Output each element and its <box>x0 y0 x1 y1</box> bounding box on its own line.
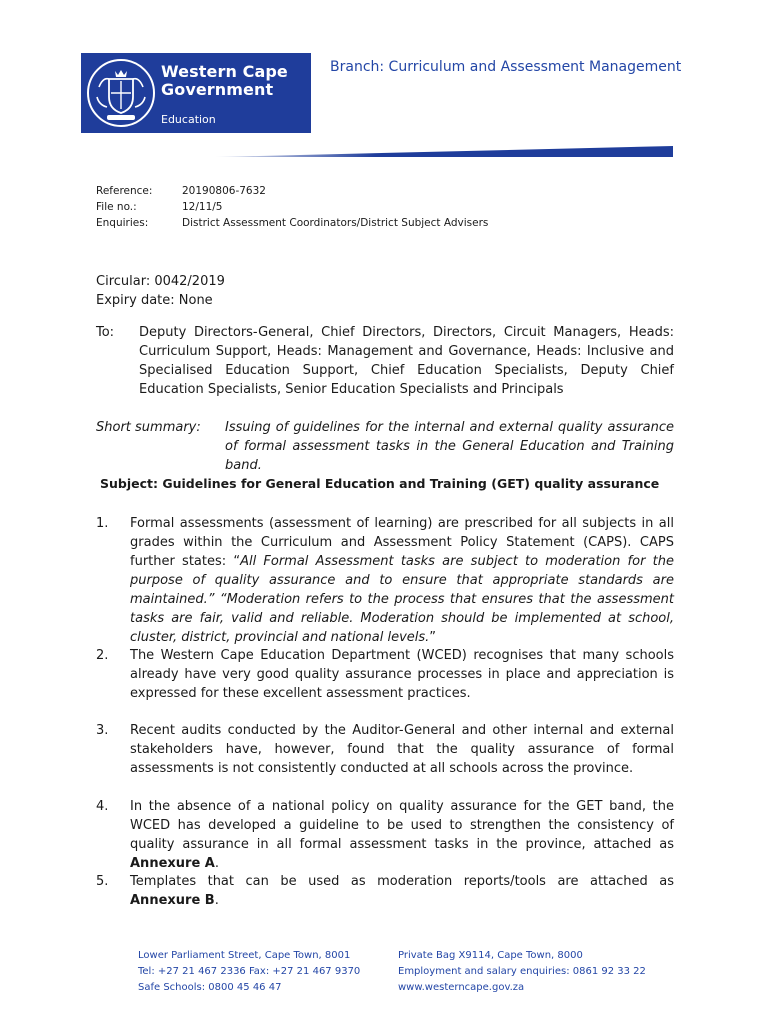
paragraph-number: 4. <box>96 799 109 814</box>
paragraph-number: 2. <box>96 648 109 663</box>
logo-title <box>161 63 288 99</box>
summary-label: Short summary: <box>96 420 201 435</box>
expiry-date: Expiry date: None <box>96 293 213 308</box>
government-logo <box>81 53 311 133</box>
paragraph-text <box>130 872 674 910</box>
paragraph-5 <box>96 872 674 910</box>
meta-label: File no.: <box>96 201 137 213</box>
annexure-b-reference: Annexure B <box>130 893 215 908</box>
paragraph-4 <box>96 797 674 873</box>
meta-value: 20190806-7632 <box>182 185 266 197</box>
footer-website-link[interactable]: www.westerncape.gov.za <box>398 982 525 993</box>
coat-of-arms-icon <box>85 57 157 129</box>
paragraph-text-plain: In the absence of a national policy on quality assurance for the GET band, the WCED has developed a guideline to be used to strengthen the consistency of quality assurance in all formal assessment tasks in the province, attached as <box>130 799 674 852</box>
paragraph-text-end: . <box>214 856 219 871</box>
paragraph-text <box>130 797 674 873</box>
recipients-block <box>96 323 674 399</box>
logo-line-1: Western Cape <box>161 62 288 81</box>
footer <box>138 948 678 996</box>
recipients-label: To: <box>96 325 115 340</box>
paragraph-number: 3. <box>96 723 109 738</box>
meta-label: Enquiries: <box>96 217 149 229</box>
footer-postal: Private Bag X9114, Cape Town, 8000 <box>398 950 583 961</box>
paragraph-3 <box>96 721 674 778</box>
meta-row-file-no <box>96 199 488 215</box>
footer-phone: Tel: +27 21 467 2336 Fax: +27 21 467 9370 <box>138 966 361 977</box>
footer-address: Lower Parliament Street, Cape Town, 8001 <box>138 950 351 961</box>
paragraph-text-plain: Templates that can be used as moderation reports/tools are attached as <box>130 874 674 889</box>
meta-value: 12/11/5 <box>182 201 223 213</box>
paragraph-text-plain: Formal assessments (assessment of learning) are prescribed for all subjects in all grades within the Curriculum and Assessment Policy Statement (CAPS). CAPS further states: “ <box>130 516 674 569</box>
paragraph-number: 5. <box>96 874 109 889</box>
paragraph-text: Recent audits conducted by the Auditor-General and other internal and external stakeholders have, however, found that the quality assurance of formal assessments is not consistently conducted at all schools across the province. <box>130 723 674 776</box>
summary-text: Issuing of guidelines for the internal and external quality assurance of formal assessment tasks in the General Education and Training band. <box>225 420 674 473</box>
reference-block <box>96 183 488 231</box>
footer-enquiries: Employment and salary enquiries: 0861 92 33 22 <box>398 966 646 977</box>
meta-value: District Assessment Coordinators/District Subject Advisers <box>182 217 489 229</box>
paragraph-2 <box>96 646 674 703</box>
paragraph-text <box>130 514 674 647</box>
footer-right <box>398 948 658 996</box>
subject-line: Subject: Guidelines for General Education and Training (GET) quality assurance <box>100 476 660 491</box>
paragraph-text: The Western Cape Education Department (WCED) recognises that many schools already have very good quality assurance processes in place and appreciation is expressed for these excellent assessment practices. <box>130 648 674 701</box>
paragraph-1 <box>96 514 674 647</box>
meta-label: Reference: <box>96 185 153 197</box>
paragraph-number: 1. <box>96 516 109 531</box>
header-rule <box>215 145 673 159</box>
logo-line-2: Government <box>161 80 274 99</box>
footer-left <box>138 948 398 996</box>
paragraph-text-quote: All Formal Assessment tasks are subject to moderation for the purpose of quality assurance and to ensure that appropriate standards are maintained.” “Moderation refers to the process that ensures that the assessment tasks are fair, valid and reliable. Moderation should be implemented at school, cluster, district, provincial and national levels. <box>130 554 674 645</box>
annexure-a-reference: Annexure A <box>130 856 215 871</box>
meta-row-enquiries <box>96 215 488 231</box>
meta-row-reference <box>96 183 488 199</box>
paragraph-text-close: ” <box>429 630 437 645</box>
summary-block <box>96 418 674 475</box>
circular-info <box>96 272 225 310</box>
circular-number: Circular: 0042/2019 <box>96 274 225 289</box>
footer-safe-schools: Safe Schools: 0800 45 46 47 <box>138 982 282 993</box>
paragraph-text-end: . <box>214 893 219 908</box>
logo-department: Education <box>161 113 216 126</box>
recipients-text: Deputy Directors-General, Chief Directors, Directors, Circuit Managers, Heads: Curriculum Support, Heads: Management and Governance, Heads: Inclusive and Specialised Education Support, Chief Education Specialists, Deputy Chief Education Specialists, Senior Education Specialists and Principals <box>139 325 674 397</box>
branch-heading: Branch: Curriculum and Assessment Management <box>330 59 682 75</box>
